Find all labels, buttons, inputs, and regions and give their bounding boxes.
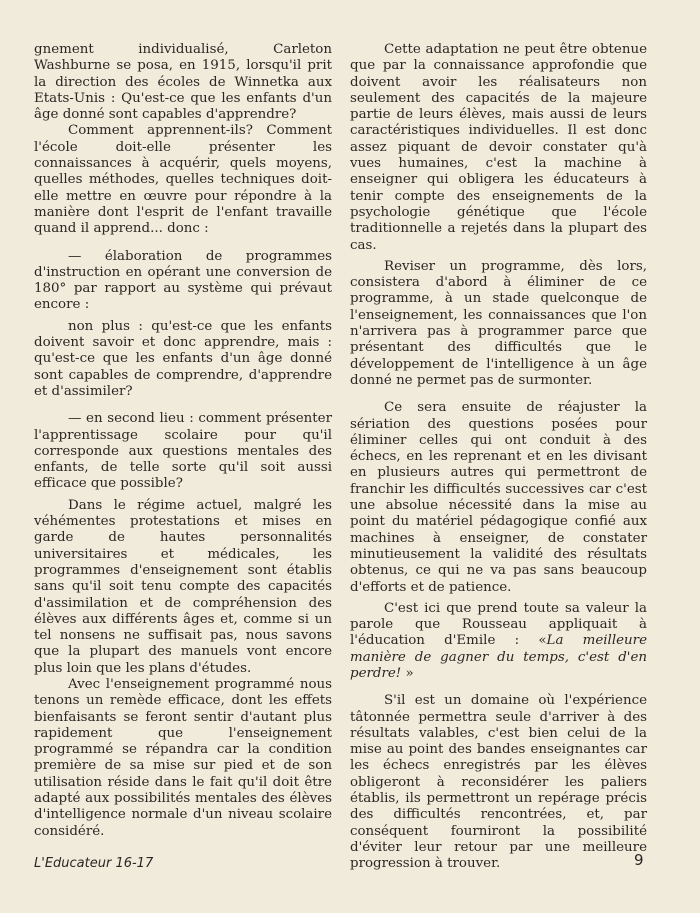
paragraph: — élaboration de programmes d'instruction en opérant une conversion de 180° par rapport au système qui prévaut encore :	[34, 248, 332, 313]
paragraph: Cette adaptation ne peut être obtenue que par la connaissance approfondie que doivent avoir les réalisateurs non seulement des capacités de la majeure partie de leurs élèves, mais aussi de leurs caractéristiques individuelles. Il est donc assez piquant de devoir constater qu'à vues humaines, c'est la machine à enseigner qui obligera les éducateurs à tenir compte des enseignements de la psychologie génétique que l'école traditionnelle a rejetés dans la plupart des cas.	[350, 42, 647, 253]
paragraph: Avec l'enseignement programmé nous tenons un remède efficace, dont les effets bienfaisants se feront sentir d'autant plus rapidement que l'enseignement programmé se répandra car la condition première de sa mise sur pied et de son utilisation réside dans le fait qu'il doit être adapté aux possibilités mentales des élèves d'intelligence normale d'un niveau scolaire considéré.	[34, 676, 332, 839]
paragraph	[350, 601, 647, 682]
right-column	[350, 42, 647, 873]
paragraph: non plus : qu'est-ce que les enfants doivent savoir et donc apprendre, mais : qu'est-ce que les enfants d'un âge donné sont capables de comprendre, d'apprendre et d'assimiler?	[34, 318, 332, 399]
page-number: 9	[634, 851, 644, 869]
quote-intro: C'est ici que prend toute sa valeur la parole que Rousseau appliquait à l'éducation d'Emile : «	[350, 600, 647, 649]
paragraph: S'il est un domaine où l'expérience tâtonnée permettra seule d'arriver à des résultats valables, c'est bien celui de la mise au point des bandes enseignantes car les échecs enregistrés par les élèves obligeront à reconsidérer les paliers établis, ils permettront un repérage précis des difficultés rencontrées, et, par conséquent fourniront la possibilité d'éviter leur retour par une meilleure progression à trouver.	[350, 693, 647, 872]
paragraph: Ce sera ensuite de réajuster la sériation des questions posées pour éliminer celles qui ont conduit à des échecs, en les reprenant et en les divisant en plusieurs autres qui permettront de franchir les difficultés successives car c'est une absolue nécessité dans la mise au point du matériel pédagogique confié aux machines à enseigner, de constater minutieusement la validité des résultats obtenus, ce qui ne va pas sans beaucoup d'efforts et de patience.	[350, 400, 647, 595]
paragraph: Dans le régime actuel, malgré les véhémentes protestations et mises en garde de hautes personnalités universitaires et médicales, les programmes d'enseignement sont établis sans qu'il soit tenu compte des capacités d'assimilation et de compréhension des élèves aux différents âges et, comme si un tel nonsens ne suffisait pas, nous savons que la plupart des manuels vont encore plus loin que les plans d'études.	[34, 497, 332, 676]
paragraph: Reviser un programme, dès lors, consistera d'abord à éliminer de ce programme, à un stade quelconque de l'enseignement, les connaissances que l'on n'arrivera pas à programmer parce que présentant des difficultés que le développement de l'intelligence à un âge donné ne permet pas de surmonter.	[350, 258, 647, 388]
paragraph: Comment apprennent-ils? Comment l'école doit-elle présenter les connaissances à acquérir, quels moyens, quelles méthodes, quelles techniques doit-elle mettre en œuvre pour répondre à la manière dont l'esprit de l'enfant travaille quand il apprend... donc :	[34, 123, 332, 237]
left-column	[34, 42, 332, 840]
paragraph: — en second lieu : comment présenter l'apprentissage scolaire pour qu'il corresponde aux questions mentales des enfants, de telle sorte qu'il soit aussi efficace que possible?	[34, 411, 332, 492]
paragraph: gnement individualisé, Carleton Washburne se posa, en 1915, lorsqu'il prit la direction des écoles de Winnetka aux Etats-Unis : Qu'est-ce que les enfants d'un âge donné sont capables d'apprendre?	[34, 42, 332, 123]
journal-title: L'Educateur 16-17	[34, 856, 154, 871]
rousseau-quote: La meilleure manière de gagner du temps, c'est d'en perdre!	[350, 633, 647, 681]
quote-close: »	[401, 665, 414, 681]
